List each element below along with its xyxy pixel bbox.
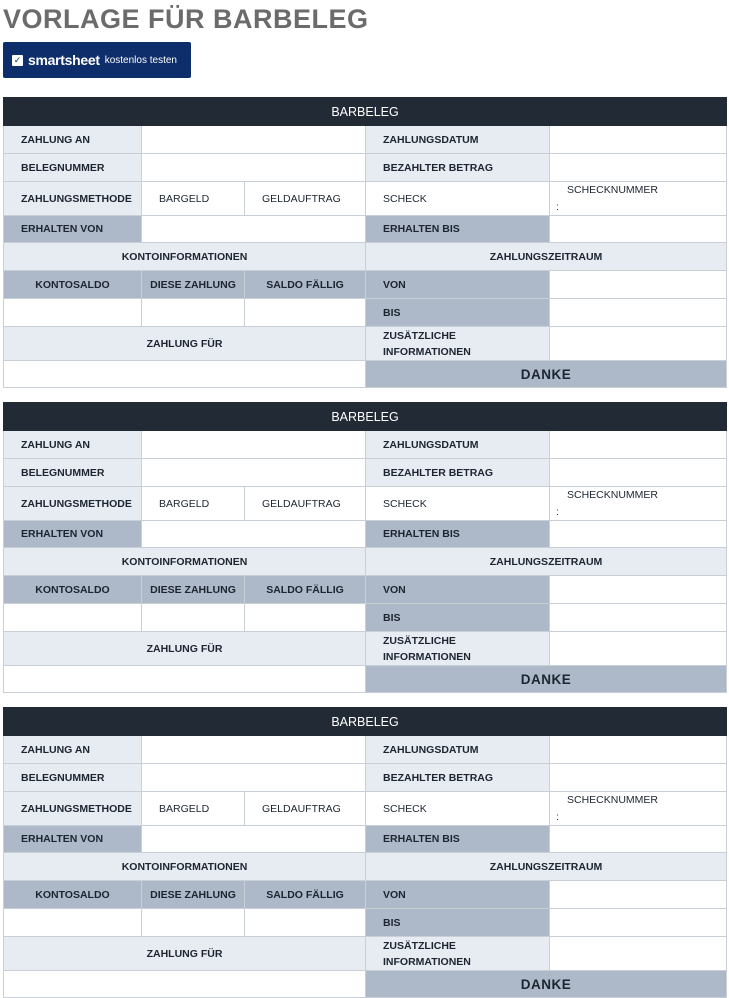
label-diese-zahlung: DIESE ZAHLUNG [142,576,245,604]
label-zahlung-an: ZAHLUNG AN [4,126,142,154]
field-erhalten-bis[interactable] [550,521,727,548]
field-schecknummer[interactable] [550,487,727,521]
option-scheck[interactable]: SCHECK [366,792,550,826]
field-bezahlter-betrag[interactable] [550,154,727,182]
option-bargeld[interactable]: BARGELD [142,182,245,216]
field-belegnummer[interactable] [142,459,366,487]
label-erhalten-von: ERHALTEN VON [4,521,142,548]
field-zahlung-fuer[interactable] [4,971,366,998]
field-diese-zahlung[interactable] [142,299,245,327]
label-bezahlter-betrag: BEZAHLTER BETRAG [366,459,550,487]
label-zahlung-an: ZAHLUNG AN [4,431,142,459]
label-bis: BIS [366,299,550,327]
label-kontosaldo: KONTOSALDO [4,576,142,604]
field-saldo-faellig[interactable] [245,604,366,632]
label-bezahlter-betrag: BEZAHLTER BETRAG [366,154,550,182]
field-schecknummer[interactable] [550,792,727,826]
field-saldo-faellig[interactable] [245,909,366,937]
label-zusaetzliche-informationen: ZUSÄTZLICHE INFORMATIONEN [366,327,550,361]
label-erhalten-von: ERHALTEN VON [4,216,142,243]
label-erhalten-bis: ERHALTEN BIS [366,826,550,853]
label-diese-zahlung: DIESE ZAHLUNG [142,881,245,909]
thank-you-banner: DANKE [366,666,727,693]
label-belegnummer: BELEGNUMMER [4,154,142,182]
cash-receipt-2 [3,402,727,693]
section-kontoinformationen: KONTOINFORMATIONEN [4,548,366,576]
section-zahlungszeitraum: ZAHLUNGSZEITRAUM [366,243,727,271]
field-von[interactable] [550,271,727,299]
receipt-header: BARBELEG [4,708,727,736]
label-zahlungsmethode: ZAHLUNGSMETHODE [4,487,142,521]
field-bis[interactable] [550,299,727,327]
section-kontoinformationen: KONTOINFORMATIONEN [4,243,366,271]
field-kontosaldo[interactable] [4,909,142,937]
option-scheck[interactable]: SCHECK [366,487,550,521]
section-kontoinformationen: KONTOINFORMATIONEN [4,853,366,881]
field-belegnummer[interactable] [142,764,366,792]
field-zahlung-an[interactable] [142,126,366,154]
label-von: VON [366,881,550,909]
thank-you-banner: DANKE [366,361,727,388]
option-geldauftrag[interactable]: GELDAUFTRAG [245,487,366,521]
schecknummer-colon: : [556,811,559,823]
label-saldo-faellig: SALDO FÄLLIG [245,271,366,299]
field-erhalten-von[interactable] [142,521,366,548]
field-erhalten-bis[interactable] [550,216,727,243]
cash-receipt-3 [3,707,727,998]
label-erhalten-bis: ERHALTEN BIS [366,216,550,243]
field-saldo-faellig[interactable] [245,299,366,327]
thank-you-banner: DANKE [366,971,727,998]
option-geldauftrag[interactable]: GELDAUFTRAG [245,792,366,826]
label-kontosaldo: KONTOSALDO [4,881,142,909]
page-title: VORLAGE FÜR BARBELEG [3,4,369,34]
label-schecknummer: SCHECKNUMMER [567,794,659,806]
field-zahlung-fuer[interactable] [4,666,366,693]
field-kontosaldo[interactable] [4,299,142,327]
label-schecknummer: SCHECKNUMMER [567,184,659,196]
label-belegnummer: BELEGNUMMER [4,764,142,792]
field-erhalten-von[interactable] [142,826,366,853]
label-zusaetzliche-informationen: ZUSÄTZLICHE INFORMATIONEN [366,937,550,971]
field-bis[interactable] [550,604,727,632]
option-geldauftrag[interactable]: GELDAUFTRAG [245,182,366,216]
cash-receipt-1 [3,97,727,388]
schecknummer-colon: : [556,201,559,213]
field-erhalten-bis[interactable] [550,826,727,853]
field-zahlungsdatum[interactable] [550,736,727,764]
field-zusaetzliche-informationen[interactable] [550,327,727,361]
label-von: VON [366,576,550,604]
label-erhalten-von: ERHALTEN VON [4,826,142,853]
field-zusaetzliche-informationen[interactable] [550,937,727,971]
label-schecknummer: SCHECKNUMMER [567,489,659,501]
label-von: VON [366,271,550,299]
label-zahlungsdatum: ZAHLUNGSDATUM [366,431,550,459]
field-belegnummer[interactable] [142,154,366,182]
label-zahlungsmethode: ZAHLUNGSMETHODE [4,182,142,216]
receipt-header: BARBELEG [4,403,727,431]
section-zahlungszeitraum: ZAHLUNGSZEITRAUM [366,548,727,576]
label-zusaetzliche-informationen: ZUSÄTZLICHE INFORMATIONEN [366,632,550,666]
label-zahlung-fuer: ZAHLUNG FÜR [4,632,366,666]
label-erhalten-bis: ERHALTEN BIS [366,521,550,548]
field-bezahlter-betrag[interactable] [550,459,727,487]
field-zahlung-an[interactable] [142,431,366,459]
label-zahlungsmethode: ZAHLUNGSMETHODE [4,792,142,826]
label-zahlungsdatum: ZAHLUNGSDATUM [366,736,550,764]
label-saldo-faellig: SALDO FÄLLIG [245,576,366,604]
field-zahlungsdatum[interactable] [550,126,727,154]
field-diese-zahlung[interactable] [142,909,245,937]
option-scheck[interactable]: SCHECK [366,182,550,216]
label-zahlung-an: ZAHLUNG AN [4,736,142,764]
receipt-header: BARBELEG [4,98,727,126]
option-bargeld[interactable]: BARGELD [142,792,245,826]
label-saldo-faellig: SALDO FÄLLIG [245,881,366,909]
field-zahlung-fuer[interactable] [4,361,366,388]
section-zahlungszeitraum: ZAHLUNGSZEITRAUM [366,853,727,881]
label-zahlungsdatum: ZAHLUNGSDATUM [366,126,550,154]
label-zahlung-fuer: ZAHLUNG FÜR [4,937,366,971]
schecknummer-colon: : [556,506,559,518]
label-bis: BIS [366,604,550,632]
field-schecknummer[interactable] [550,182,727,216]
field-diese-zahlung[interactable] [142,604,245,632]
field-bezahlter-betrag[interactable] [550,764,727,792]
label-bis: BIS [366,909,550,937]
label-bezahlter-betrag: BEZAHLTER BETRAG [366,764,550,792]
option-bargeld[interactable]: BARGELD [142,487,245,521]
label-diese-zahlung: DIESE ZAHLUNG [142,271,245,299]
smartsheet-trial-button[interactable] [3,42,191,78]
brand-cta: kostenlos testen [104,54,177,66]
field-von[interactable] [550,576,727,604]
field-zusaetzliche-informationen[interactable] [550,632,727,666]
brand-name: smartsheet [28,52,100,68]
label-zahlung-fuer: ZAHLUNG FÜR [4,327,366,361]
field-bis[interactable] [550,909,727,937]
label-kontosaldo: KONTOSALDO [4,271,142,299]
field-kontosaldo[interactable] [4,604,142,632]
label-belegnummer: BELEGNUMMER [4,459,142,487]
checkmark-logo-icon: ✓ [13,54,22,65]
field-erhalten-von[interactable] [142,216,366,243]
field-von[interactable] [550,881,727,909]
field-zahlungsdatum[interactable] [550,431,727,459]
field-zahlung-an[interactable] [142,736,366,764]
